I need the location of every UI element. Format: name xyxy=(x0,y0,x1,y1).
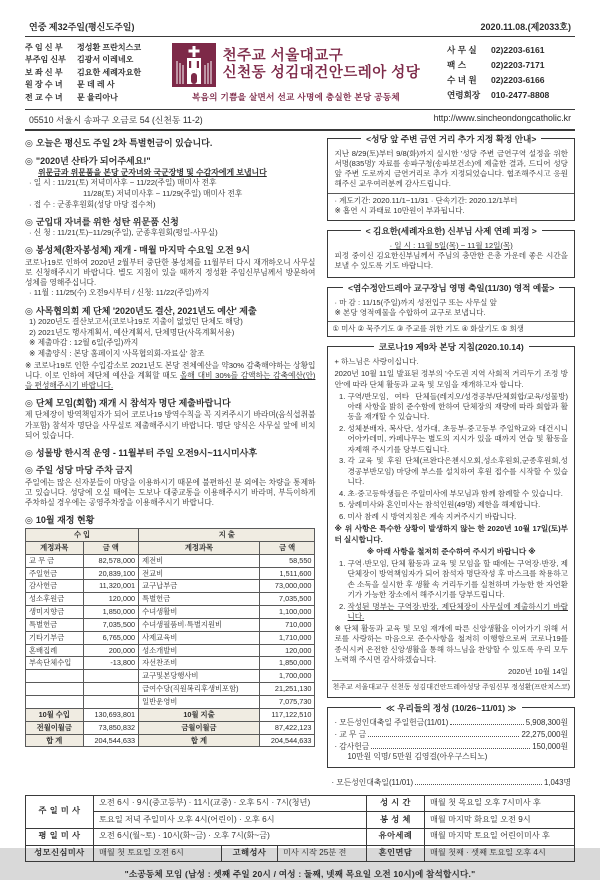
issue-row xyxy=(25,20,575,37)
finance-account-cell xyxy=(26,683,84,696)
box-spiritual-bouquet: <염수정안드레아 교구장님 영명 축일(11/30) 영적 예물> · 마 감 : 11/15(주일)까지 성전입구 또는 사무실 앞 ※ 본당 영적예물을 수합하여 교구로 보냅니다. ① 미사 ② 묵주기도 ③ 주교를 위한 기도 ④ 화살기도 ⑤ 희생 xyxy=(327,287,575,337)
finance-account-cell: 합 계 xyxy=(26,734,84,747)
finance-account-cell: 10월 수입 xyxy=(26,708,84,721)
offering-line: · 감사헌금 150,000원 xyxy=(334,741,568,751)
finance-amount-cell: 6,765,000 xyxy=(83,631,139,644)
finance-account-cell: 금월이월금 xyxy=(139,721,260,734)
finance-account-cell: 교 무 금 xyxy=(26,554,84,567)
box-title: 코로나19 제9차 본당 지침(2020.10.14) xyxy=(374,342,529,354)
finance-group-header: 수 입 지 출 xyxy=(26,529,315,542)
attendance-line: · 모든성인대축일(11/01) 1,043명 xyxy=(331,777,571,787)
finance-row xyxy=(26,683,315,696)
section-marker-icon: ◎ xyxy=(25,245,33,256)
finance-row xyxy=(26,618,315,631)
clergy-list xyxy=(25,42,145,104)
finance-amount-cell: 11,320,001 xyxy=(83,580,139,593)
contact-row: 연령회장 010-2477-8808 xyxy=(447,90,550,100)
finance-amount-cell: 20,839,100 xyxy=(83,567,139,580)
finance-amount-cell: 710,000 xyxy=(259,618,315,631)
right-column xyxy=(327,133,575,789)
finance-account-cell: 제전비 xyxy=(139,554,260,567)
masthead xyxy=(25,37,575,110)
section-marker-icon: ◎ xyxy=(25,514,33,525)
finance-amount-cell: 7,075,730 xyxy=(259,696,315,709)
finance-row xyxy=(26,670,315,683)
box-no-smoking-zone: <성당 앞 주변 금연 거리 추가 지정 확정 안내> 지난 8/29(토)부터 9/8(화)까지 실시한 '성당 주변 금연구역 설정을 위한 서명(835명)' 자료를 송파구청(송파보건소)에 제출한 결과, 드디어 성당 앞 주변 도로까지 금연거리로 추가 지정되었습니다. 협조해주시고 응원해주신 교우여러분께 감사드립니다. · 계도기간: 2020.11/1~11/31 · 단속기간: 2020.12/1부터 ※ 흡연 시 과태료 10만원이 부과됩니다. xyxy=(327,138,575,221)
section-marker-icon: ◎ xyxy=(25,447,33,458)
box-title: <염수정안드레아 교구장님 영명 축일(11/30) 영적 예물> xyxy=(343,283,559,295)
finance-amount-cell xyxy=(83,696,139,709)
finance-amount-cell: 1,710,000 xyxy=(259,631,315,644)
section-gift-shop: ◎ 성물방 한시적 운영 - 11월부터 주일 오전9시~11시미사후 xyxy=(25,447,258,458)
finance-account-cell: 특별헌금 xyxy=(26,618,84,631)
finance-amount-cell: 7,035,500 xyxy=(83,618,139,631)
finance-amount-cell: 120,000 xyxy=(259,644,315,657)
section-santa-2020: ◎ "2020년 산타가 되어주세요!" 위문금과 위문품을 본당 군자녀와 국군장병 및 수감자에게 보냅니다 · 일 시 : 11/21(토) 저녁미사후 ~ 11/22(주일) 매미사 전후 11/28(토) 저녁미사후 ~ 11/29(주일) 매미사 전후 · 접 수 : 군종후원회(성당 마당 접수처) xyxy=(25,155,267,209)
offering-line: · 교 무 금 22,275,000원 xyxy=(334,730,568,740)
finance-amount-cell: -13,800 xyxy=(83,657,139,670)
box-priest-retreat: < 김요한(세례자요한) 신부님 사제 연례 피정 > · 일 시 : 11월 5일(목) ~ 11월 12일(목) 피정 중이신 김요한신부님께서 주님의 충만한 은총 가운데 좋은 시간을 보낼 수 있도록 기도 바랍니다. xyxy=(327,230,575,278)
finance-amount-cell: 82,578,000 xyxy=(83,554,139,567)
finance-account-cell: 전교비 xyxy=(139,567,260,580)
finance-account-cell: 급여수당(직원복리후생비포함) xyxy=(139,683,260,696)
contact-row: 사 무 실 02)2203-6161 xyxy=(447,44,545,55)
schedule-row: 토요일 저녁 주일미사 오후 4시(어린이) · 오후 6시 봉 성 체 매월 마지막 화요일 오전 9시 xyxy=(26,812,575,829)
box-title: < 김요한(세례자요한) 신부님 사제 연례 피정 > xyxy=(361,226,542,238)
phone-number: 02)2203-6166 xyxy=(491,74,545,85)
small-community-quote: "소공동체 모임 (남성 : 셋째 주일 20시 / 여성 : 둘째, 넷째 목요일 오전 10시)에 참석합시다." xyxy=(124,869,476,880)
finance-amount-cell: 87,422,123 xyxy=(259,721,315,734)
finance-account-cell: 기타기부금 xyxy=(26,631,84,644)
finance-amount-cell: 1,100,000 xyxy=(259,606,315,619)
mass-schedule-table xyxy=(25,795,575,863)
finance-account-cell: 전월이월금 xyxy=(26,721,84,734)
finance-account-cell: 성소개발비 xyxy=(139,644,260,657)
finance-account-cell: 10월 지출 xyxy=(139,708,260,721)
website-link[interactable]: http://www.sincheondongcatholic.kr xyxy=(433,112,571,123)
left-column xyxy=(25,138,315,789)
box-title: ≪ 우리들의 정성 (10/26~11/01) ≫ xyxy=(381,703,522,715)
offering-donors: 10만원 익명/ 5만원 김영걸(아우구스티노) xyxy=(347,752,488,762)
finance-sub-header: 계정과목 금 액 계정과목 금 액 xyxy=(26,541,315,554)
parish-title: 신천동 성김대건안드레아 성당 xyxy=(222,64,421,81)
finance-row xyxy=(26,696,315,709)
finance-row xyxy=(26,644,315,657)
finance-amount-cell: 204,544,633 xyxy=(259,734,315,747)
finance-row xyxy=(26,567,315,580)
covid-compliance-list: 1. 구역·반모임, 단체 활동과 교육 및 모임을 할 때에는 구역장·반장, 제 단체장이 방역책임자가 되어 참석자 명단작성 후 마스크를 착용하고 손 소독을 실시한 후 생활 속 거리두기를 실천하며 가능한 한 자연환기가 가능한 장소에서 해주시기를 당부드립니다. 2. 작성된 명부는 구역장·반장, 제단체장이 사무실에 제출하시기 바랍니다. xyxy=(334,559,568,622)
finance-amount-cell: 1,511,600 xyxy=(259,567,315,580)
finance-account-cell: 일반운영비 xyxy=(139,696,260,709)
finance-amount-cell xyxy=(83,670,139,683)
finance-amount-cell: 200,000 xyxy=(83,644,139,657)
finance-amount-cell: 1,700,000 xyxy=(259,670,315,683)
finance-account-cell: 자선찬조비 xyxy=(139,657,260,670)
offering-line: · 모든성인대축일 주일헌금(11/01) 5,908,300원 xyxy=(334,718,568,728)
finance-account-cell: 혼배집례 xyxy=(26,644,84,657)
finance-body xyxy=(26,554,315,708)
section-marker-icon: ◎ xyxy=(25,305,33,316)
section-special-collection: ◎ 오늘은 평신도 주일 2차 특별헌금이 있습니다. xyxy=(25,137,213,148)
finance-row xyxy=(26,606,315,619)
finance-amount-cell: 58,550 xyxy=(259,554,315,567)
schedule-row: 성모신심미사 매월 첫 토요일 오전 6시 고해성사 미사 시작 25분 전 혼인면담 매월 첫째 · 셋째 토요일 오후 4시 xyxy=(26,845,575,862)
finance-amount-cell: 7,035,500 xyxy=(259,593,315,606)
section-pastoral-council-budget: ◎ 사목협의회 제 단체 '2020년도 결산, 2021년도 예산' 제출 1) 2020년도 결산보고서(코로나19로 지출이 없었던 단체도 해당) 2) 2021년도 행사계획서, 예산계획서, 단체명단(사목계획서용) ※ 제출마감 : 12월 6일(주일)까지 ※ 제출양식 : 본당 홈페이지 '사목협의회-자료실' 참조 ※ 코로나19로 인한 수입감소로 2021년도 본당 전체예산을 약30% 감축해야하는 상황입니다. 이로 인하여 제단체 예산을 계획할 때도 올해 대비 30%를 감액하는 감축예산(안)을 편성해주시기 바랍니다. xyxy=(25,305,316,391)
finance-account-cell: 특별헌금 xyxy=(139,593,260,606)
section-marker-icon: ◎ xyxy=(25,155,33,166)
box-offerings xyxy=(327,702,575,768)
issue-date-number: 2020.11.08.(제2033호) xyxy=(480,22,571,32)
church-title xyxy=(223,48,421,83)
bouquet-options: ① 미사 ② 묵주기도 ③ 주교를 위한 기도 ④ 화살기도 ⑤ 희생 xyxy=(328,321,574,336)
finance-amount-cell xyxy=(83,683,139,696)
finance-account-cell: 사제교육비 xyxy=(139,631,260,644)
finance-amount-cell: 120,000 xyxy=(83,593,139,606)
finance-row xyxy=(26,593,315,606)
pastor-signature: 천주교 서울대교구 신천동 성김대건안드레아성당 주임신부 정성환(프란치스코) xyxy=(332,680,570,692)
finance-account-cell: 성소후원금 xyxy=(26,593,84,606)
diocese-title: 천주교 서울대교구 xyxy=(222,47,344,64)
finance-account-cell: 부속단체수입 xyxy=(26,657,84,670)
finance-account-cell: 수녀생활비 xyxy=(139,606,260,619)
finance-amount-cell: 73,000,000 xyxy=(259,580,315,593)
finance-amount-cell: 204,544,633 xyxy=(83,734,139,747)
section-marker-icon: ◎ xyxy=(25,398,33,409)
finance-account-cell: 생미지향금 xyxy=(26,606,84,619)
finance-row xyxy=(26,708,315,721)
liturgical-week: 연중 제32주일(평신도주일) xyxy=(29,22,135,32)
phone-number: 02)2203-7171 xyxy=(491,59,545,70)
finance-amount-cell: 21,251,130 xyxy=(259,683,315,696)
finance-table xyxy=(25,528,315,747)
finance-amount-cell: 1,850,000 xyxy=(83,606,139,619)
clergy-row: 주 임 신 부 정성환 프란치스코 xyxy=(25,43,142,52)
contact-list xyxy=(447,43,575,103)
finance-amount-cell: 73,850,832 xyxy=(83,721,139,734)
section-marker-icon: ◎ xyxy=(25,137,33,148)
finance-amount-cell: 1,850,000 xyxy=(259,657,315,670)
finance-account-cell: 수녀생필품비·특별지원비 xyxy=(139,618,260,631)
finance-summary xyxy=(26,708,315,747)
section-marker-icon: ◎ xyxy=(25,216,33,227)
parish-motto: 복음의 기쁨을 살면서 선교 사명에 충실한 본당 공동체 xyxy=(191,91,401,102)
finance-row xyxy=(26,554,315,567)
church-logo-icon xyxy=(172,43,216,87)
phone-number: 02)2203-6161 xyxy=(491,44,545,55)
finance-row xyxy=(26,734,315,747)
finance-amount-cell: 117,122,510 xyxy=(259,708,315,721)
clergy-row: 부주임 신부 김광서 이레네오 xyxy=(25,55,134,65)
finance-row xyxy=(26,721,315,734)
finance-account-cell xyxy=(26,696,84,709)
section-finance-report: ◎ 10월 재정 현황 수 입 지 출 계정과목 금 액 계정과목 금 액 교 무 금 82,578,000 제전비 58,550 주일헌금 20,839,100 전교비 1,511,600 감사헌금 11,320,001 교구납부금 73,000,000 성소후원금 120,000 특별헌금 7,035,500 생미지향금 1,850,000 수녀생활비 1,100,000 특별헌금 7,035,500 수녀생필품비·특별지원비 710,000 기타기부금 6,765,000 사제교육비 1,710,000 혼배집례 200,000 성소개발비 120,000 부속단체수입 -13,800 자선찬조비 1,850,000 교구및본당행사비 1,700,000 급여수당(직원복리후생비포함) 21,251,130 일반운영비 7,075,730 10월 수입 130,693,801 10월 지출 117,122,510 전월이월금 73,850,832 금월이월금 87,422,123 합 계 204,544,633 합 계 204,544,633 xyxy=(25,515,315,748)
clergy-row: 보 좌 신 부 김요한 세례자요한 xyxy=(25,67,142,77)
section-viaticum-resume: ◎ 봉성체(환자봉성체) 재개 - 매월 마지막 수요일 오전 9시 코로나19로 인하여 2020년 2월부터 중단한 봉성체를 11월부터 다시 재개하오니 사무실로 신청해주시기 바랍니다. 별도 지침이 있을 때까지 정성환 주임신부님께서 방문하여 성체를 영해주십니다. · 11월 : 11/25(수) 오전9시부터 / 신청: 11/22(주일)까지 xyxy=(25,245,316,298)
contact-row: 수 녀 원 02)2203-6166 xyxy=(447,74,545,85)
box-title: <성당 앞 주변 금연 거리 추가 지정 확정 안내> xyxy=(361,134,541,146)
address-row xyxy=(25,110,575,131)
finance-row xyxy=(26,631,315,644)
finance-row xyxy=(26,580,315,593)
section-parking-ban: ◎ 주일 성당 마당 주차 금지 주일에는 많은 신자분들이 마당을 이용하시기 때문에 불편하신 분 외에는 차량을 통제하고 있습니다. 성당에 오실 때에는 도보나 대중교통을 이용해주시기 바라며, 부득이하게 주차하실 경우에는 공영주차장을 이용해주시기 바랍니다. xyxy=(25,465,316,508)
finance-account-cell xyxy=(26,670,84,683)
finance-account-cell: 교구및본당행사비 xyxy=(139,670,260,683)
finance-account-cell: 합 계 xyxy=(139,734,260,747)
section-military-gift: ◎ 군입대 자녀를 위한 성탄 위문품 신청 · 신 청 : 11/21(토)~11/29(주일), 군종후원회(평일-사무실) xyxy=(25,216,218,238)
finance-amount-cell: 130,693,801 xyxy=(83,708,139,721)
finance-row xyxy=(26,657,315,670)
section-meeting-roster: ◎ 단체 모임(회합) 재개 시 참석자 명단 제출바랍니다 제 단체장이 방역책임자가 되어 코로나19 방역수칙을 꼭 지켜주시기 바라며(음식섭취불가포함) 참석자 명단을 사무실로 제출해주시기 바랍니다. 명단 양식은 사무실 앞에 비치되어 있습니다. xyxy=(25,398,316,440)
schedule-row: 평 일 미 사 오전 6시(월~토) · 10시(화~금) · 오후 7시(화~금) 유아세례 매월 마지막 토요일 어린이미사 후 xyxy=(26,828,575,845)
finance-account-cell: 교구납부금 xyxy=(139,580,260,593)
clergy-row: 원 장 수 녀 문 데 레 사 xyxy=(25,80,115,90)
section-marker-icon: ◎ xyxy=(25,465,33,476)
covid-guideline-list: 1. 구역/반모임, 여타 단체들(레지오/성경공부/단체회합/교육/성물방) 아래 사항을 밝히 준수함에 한하여 단체장의 재량에 따라 회합과 활동을 재개할 수 있습니다. 2. 성체분배자, 복사단, 성가대, 초등부·중고등부 주일학교와 대건시니어아카데미, 카페나무는 별도의 지시가 있을 때까지 연습 및 활동을 자제해 주시기를 당부드립니다. 3. 각 교육 및 후원 단체(르완다은첸시오회,성소후원회,군종후원회,성경공부반모임) 마당에 부스를 설치하여 후원 접수를 시작할 수 있습니다. 4. 초·중고등학생들은 주일미사에 부모님과 함께 참례할 수 있습니다. 5. 상례미사와 혼인미사는 참석인원(49명) 제한을 해제합니다. 6. 미사 참례 시 방역지침은 계속 지켜주시기 바랍니다. xyxy=(334,392,568,523)
finance-account-cell: 감사헌금 xyxy=(26,580,84,593)
church-address: 05510 서울시 송파구 오금로 54 (신천동 11-2) xyxy=(29,114,203,125)
schedule-row: 주 일 미 사 오전 6시 · 9시(중고등부) · 11시(교중) · 오후 5시 · 7시(청년) 성 시 간 매월 첫 목요일 오후 7시미사 후 xyxy=(26,795,575,812)
finance-account-cell: 주일헌금 xyxy=(26,567,84,580)
phone-number: 010-2477-8808 xyxy=(491,90,550,100)
contact-row: 팩 스 02)2203-7171 xyxy=(447,59,545,70)
clergy-row: 전 교 수 녀 문 율리아나 xyxy=(25,92,118,102)
box-covid-guideline: 코로나19 제9차 본당 지침(2020.10.14) + 하느님은 사랑이십니다. 2020년 10월 11일 발표된 정부의 '수도권 지역 사회적 거리두기 조정 방안'에 따라 단체 활동과 교육 및 모임을 재개하고자 합니다. 1. 구역/반모임, 여타 단체들(레지오/성경공부/단체회합/교육/성물방) 아래 사항을 밝히 준수함에 한하여 단체장의 재량에 따라 회합과 활동을 재개할 수 있습니다. 2. 성체분배자, 복사단, 성가대, 초등부·중고등부 주일학교와 대건시니어아카데미, 카페나무는 별도의 지시가 있을 때까지 연습 및 활동을 자제해 주시기를 당부드립니다. 3. 각 교육 및 후원 단체(르완다은첸시오회,성소후원회,군종후원회,성경공부반모임) 마당에 부스를 설치하여 후원 접수를 시작할 수 있습니다. 4. 초·중고등학생들은 주일미사에 부모님과 함께 참례할 수 있습니다. 5. 상례미사와 혼인미사는 참석인원(49명) 제한을 해제합니다. 6. 미사 참례 시 방역지침은 계속 지켜주시기 바랍니다. ※ 위 사항은 특수한 상황이 발생하지 않는 한 2020년 10월 17일(토)부터 실시합니다. ※ 아래 사항을 철저히 준수하여 주시기 바랍니다 ※ 1. 구역·반모임, 단체 활동과 교육 및 모임을 할 때에는 구역장·반장, 제 단체장이 방역책임자가 되어 참석자 명단작성 후 마스크를 착용하고 손 소독을 실시한 후 생활 속 거리두기를 실천하며 가능한 한 자연환기가 가능한 장소에서 해주시기를 당부드립니다. 2. 작성된 명부는 구역장·반장, 제단체장이 사무실에 제출하시기 바랍니다. ※ 단체 활동과 교육 및 모임 재개에 따른 신앙생활을 이어가기 위해 서로를 사랑하는 마음으로 준수사항을 철저히 이행함으로써 코로나19를 종식시켜 온전한 신앙생활을 통해 하느님을 찬양할 수 있도록 우리 모두 노력해 주시면 감사하겠습니다. 2020년 10월 14일 천주교 서울대교구 신천동 성김대건안드레아성당 주임신부 정성환(프란치스코) xyxy=(327,346,575,697)
brand-block xyxy=(151,43,441,103)
